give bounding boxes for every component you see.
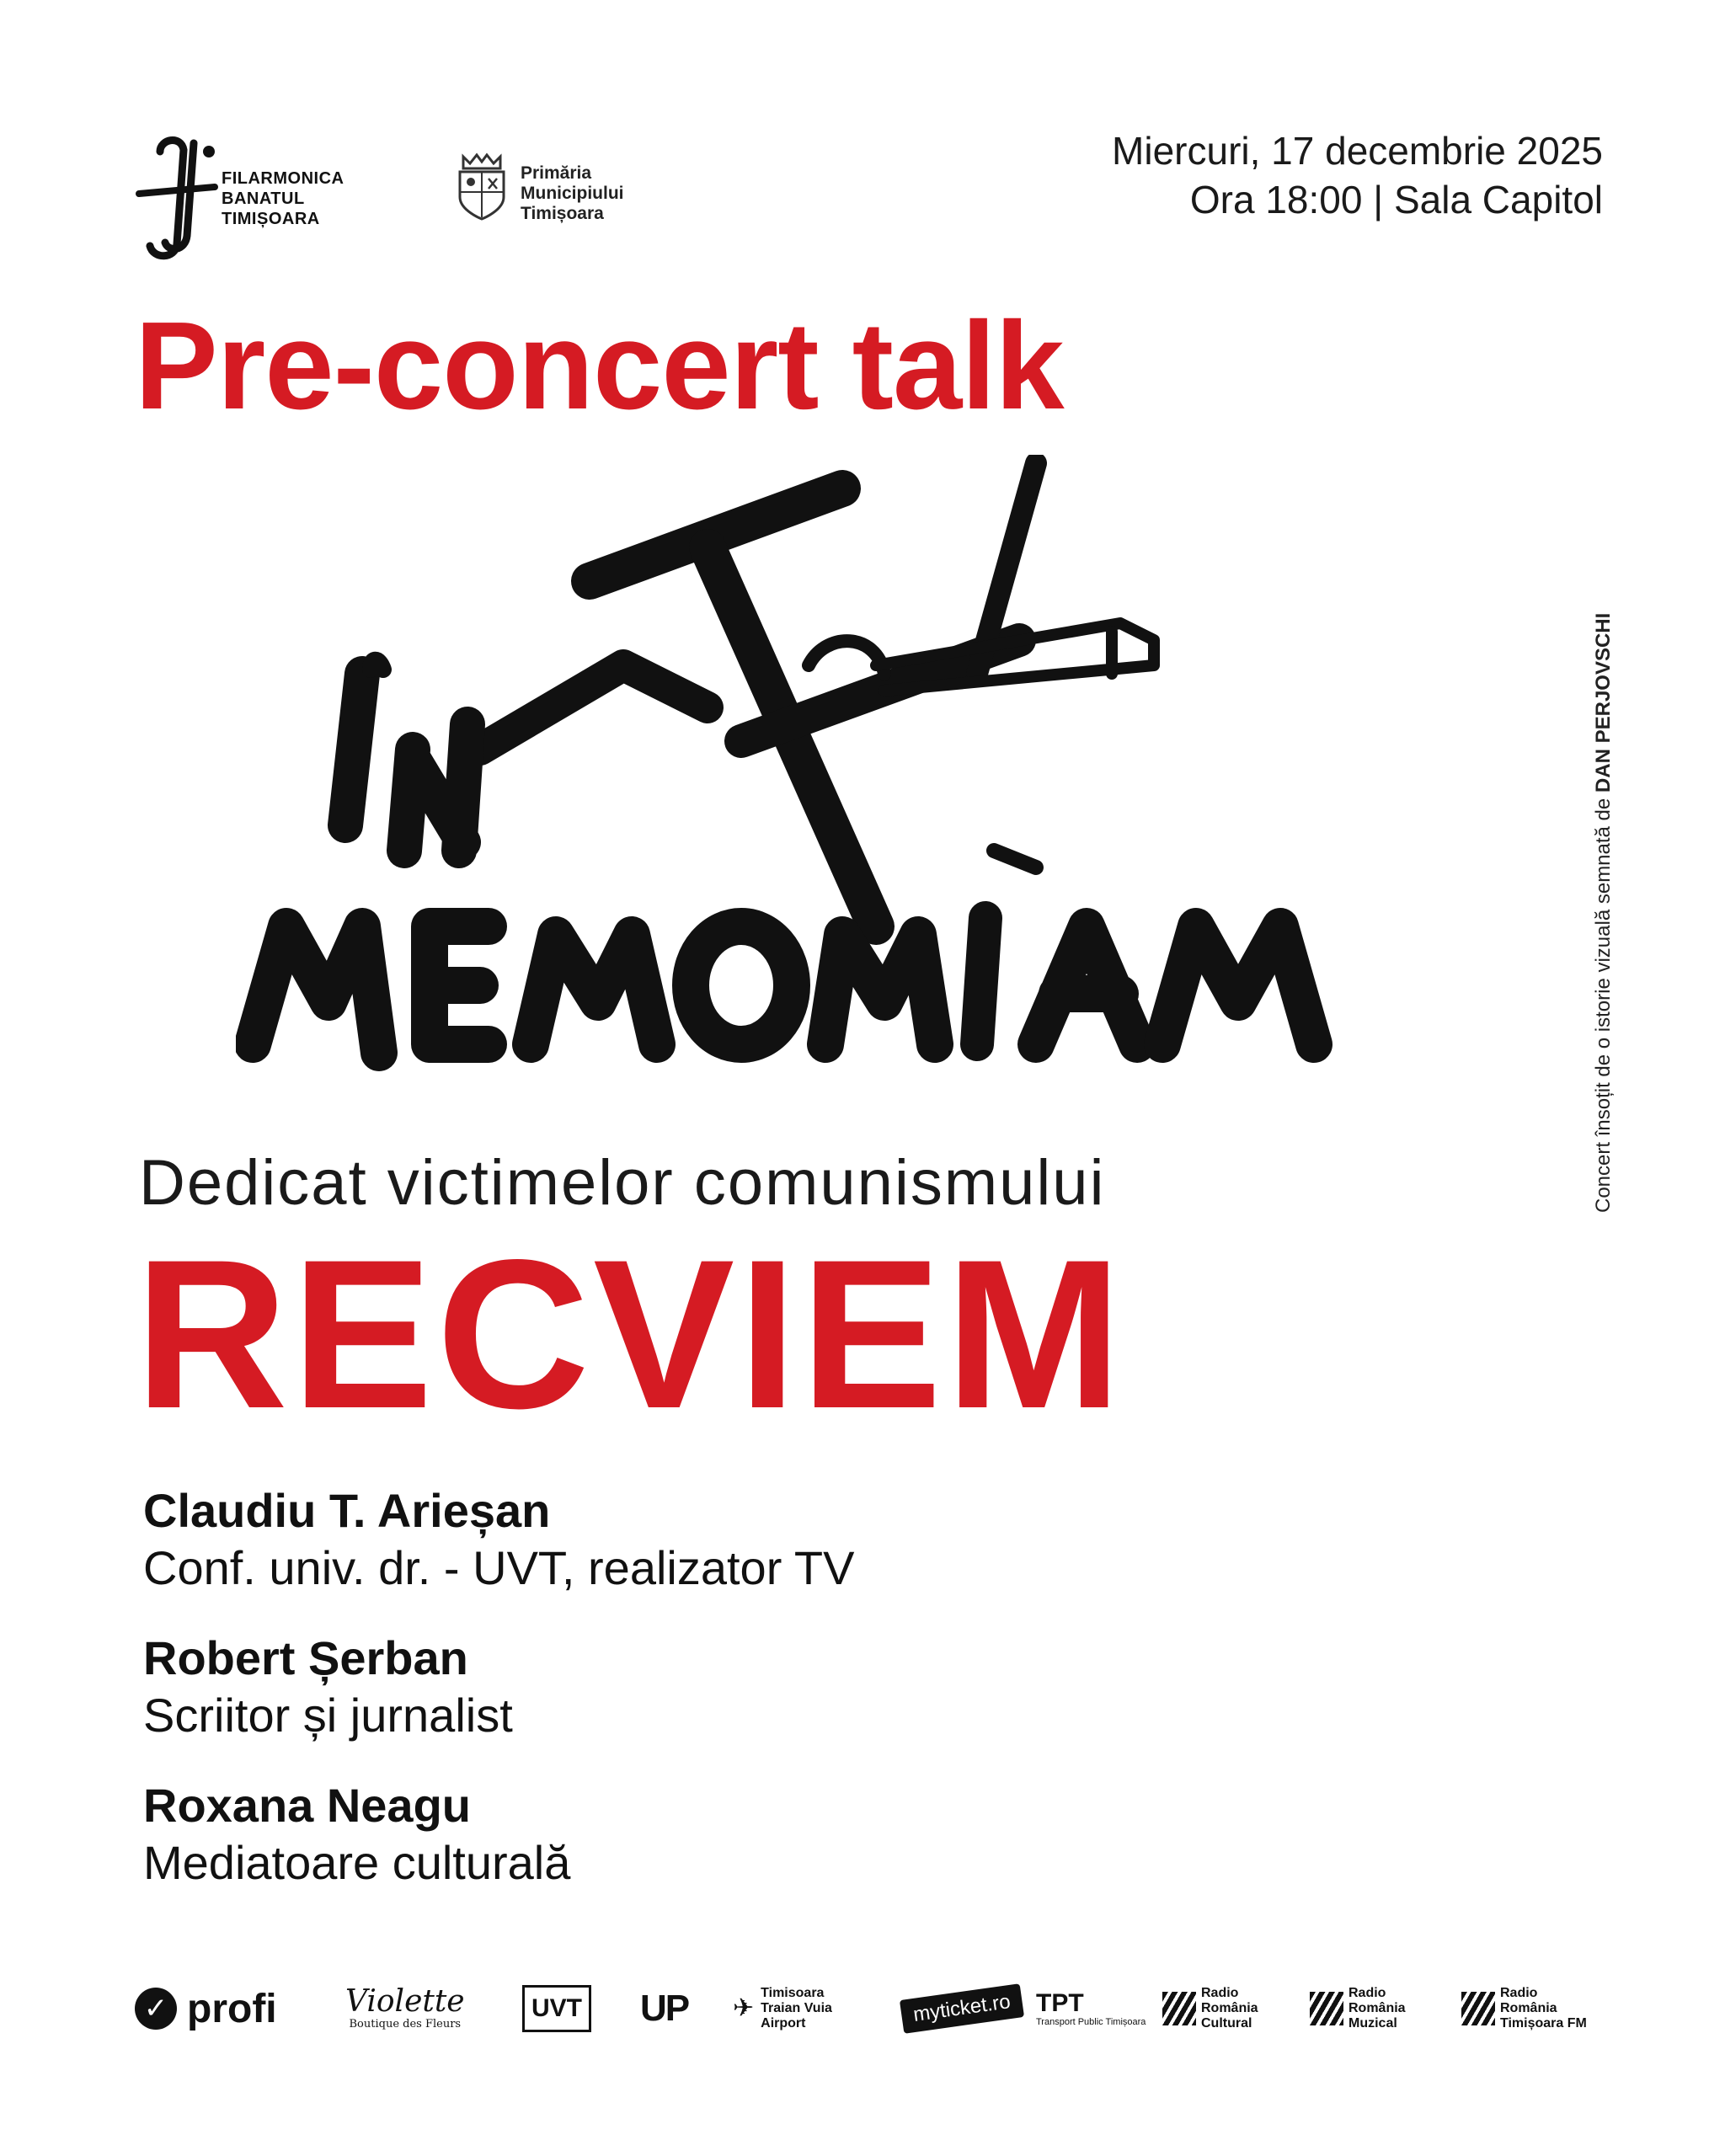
speaker-role: Scriitor și jurnalist bbox=[143, 1689, 513, 1742]
radio-icon bbox=[1310, 1992, 1343, 2025]
coat-of-arms-icon bbox=[455, 152, 509, 222]
event-time-venue: Ora 18:00 | Sala Capitol bbox=[1189, 178, 1603, 221]
speaker-2 bbox=[143, 1630, 513, 1744]
primaria-name bbox=[521, 163, 623, 224]
in-memoriam-artwork bbox=[236, 455, 1533, 1145]
event-info bbox=[1112, 126, 1603, 224]
dedication: Dedicat victimelor comunismului bbox=[139, 1147, 1106, 1219]
credit-artist: DAN PERJOVSCHI bbox=[1592, 612, 1615, 793]
speaker-name: Robert Șerban bbox=[143, 1631, 468, 1684]
up-text: UP bbox=[640, 1988, 689, 2029]
airport-line-2: Traian Vuia bbox=[761, 2001, 832, 2015]
filarmonica-monogram-icon bbox=[135, 135, 219, 261]
profi-logo bbox=[135, 1962, 277, 2055]
speaker-role: Mediatoare culturală bbox=[143, 1836, 571, 1889]
speaker-1 bbox=[143, 1482, 854, 1597]
speaker-name: Roxana Neagu bbox=[143, 1779, 471, 1832]
speaker-name: Claudiu T. Arieșan bbox=[143, 1484, 551, 1537]
airport-line-3: Airport bbox=[761, 2016, 806, 2031]
primaria-line-2: Municipiului bbox=[521, 184, 624, 203]
event-date: Miercuri, 17 decembrie 2025 bbox=[1112, 129, 1603, 173]
speaker-role: Conf. univ. dr. - UVT, realizator TV bbox=[143, 1541, 855, 1594]
up-logo bbox=[640, 1962, 688, 2055]
radio-line-1: Radio bbox=[1500, 1986, 1538, 2000]
filarmonica-name bbox=[222, 168, 344, 229]
radio-icon bbox=[1162, 1992, 1196, 2025]
filarmonica-line-3: TIMIȘOARA bbox=[222, 210, 320, 228]
filarmonica-line-2: BANATUL bbox=[222, 189, 305, 208]
radio-line-2: România bbox=[1348, 2001, 1406, 2015]
main-title: RECVIEM bbox=[135, 1216, 1126, 1453]
sponsor-bar bbox=[135, 1962, 1617, 2055]
radio-line-1: Radio bbox=[1348, 1986, 1386, 2000]
speaker-3 bbox=[143, 1777, 570, 1892]
tpt-subtext: Transport Public Timișoara bbox=[1036, 2016, 1146, 2027]
profi-text: profi bbox=[187, 1986, 277, 2031]
airplane-icon: ✈ bbox=[733, 1994, 755, 2022]
radio-line-2: România bbox=[1201, 2001, 1258, 2015]
airport-logo bbox=[733, 1962, 832, 2055]
tpt-logo bbox=[1036, 1962, 1146, 2055]
primaria-logo bbox=[455, 152, 674, 236]
radio-line-2: România bbox=[1500, 2001, 1557, 2015]
primaria-line-1: Primăria bbox=[521, 163, 592, 183]
radio-romania-cultural-logo bbox=[1162, 1962, 1258, 2055]
uvt-logo bbox=[522, 1962, 591, 2055]
credit-text: Concert însoțit de o istorie vizuală semnată de bbox=[1592, 792, 1615, 1213]
checkmark-icon: ✓ bbox=[135, 1988, 177, 2030]
vertical-credit-text bbox=[1592, 613, 1616, 1213]
uvt-text: UVT bbox=[522, 1985, 591, 2032]
filarmonica-logo bbox=[135, 135, 387, 261]
airport-line-1: Timisoara bbox=[761, 1986, 825, 2000]
tpt-text: TPT bbox=[1036, 1988, 1084, 2017]
violette-text: Violette bbox=[345, 1984, 465, 2019]
radio-line-3: Cultural bbox=[1201, 2016, 1252, 2031]
myticket-logo bbox=[901, 1962, 1023, 2055]
radio-icon bbox=[1461, 1992, 1495, 2025]
radio-romania-muzical-logo bbox=[1310, 1962, 1406, 2055]
headline: Pre-concert talk bbox=[135, 296, 1064, 435]
radio-line-3: Timișoara FM bbox=[1500, 2016, 1587, 2031]
myticket-text: myticket.ro bbox=[900, 1983, 1024, 2034]
radio-romania-timisoara-logo bbox=[1461, 1962, 1587, 2055]
filarmonica-line-1: FILARMONICA bbox=[222, 169, 344, 188]
violette-subtext: Boutique des Fleurs bbox=[349, 2018, 462, 2031]
radio-line-1: Radio bbox=[1201, 1986, 1239, 2000]
primaria-line-3: Timișoara bbox=[521, 204, 604, 223]
violette-logo bbox=[345, 1962, 465, 2055]
radio-line-3: Muzical bbox=[1348, 2016, 1397, 2031]
